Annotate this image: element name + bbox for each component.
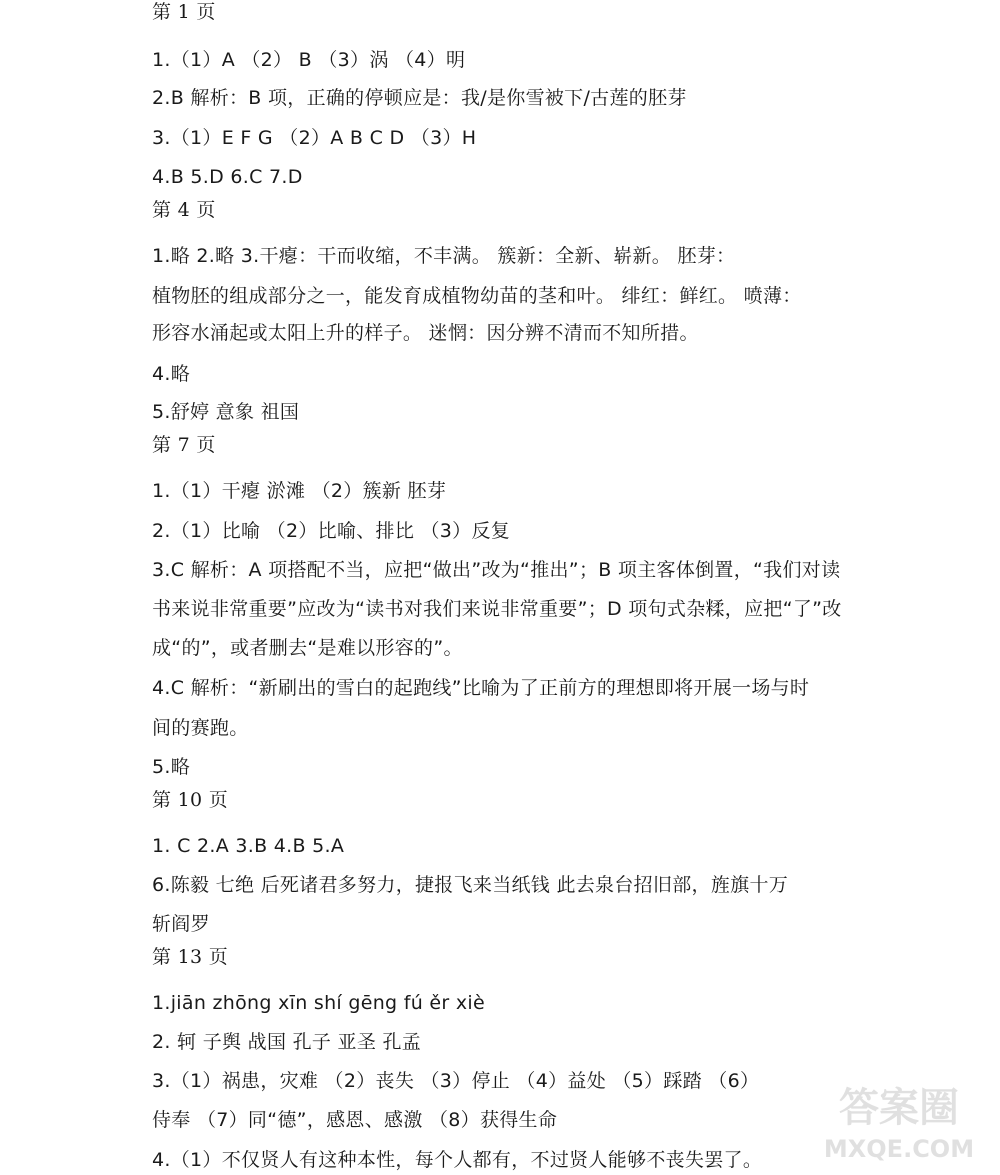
answer-line: 3.（1）祸患，灾难 （2）丧失 （3）停止 （4）益处 （5）踩踏 （6） [152, 1070, 760, 1092]
page-heading: 第 13 页 [152, 946, 229, 968]
page-heading: 第 4 页 [152, 199, 216, 221]
answer-line: 1.略 2.略 3.干瘪：干而收缩，不丰满。 簇新：全新、崭新。 胚芽： [152, 245, 736, 267]
page-heading: 第 1 页 [152, 1, 216, 23]
answer-line: 3.（1）E F G （2）A B C D （3）H [152, 127, 477, 149]
answer-line: 4.略 [152, 363, 191, 385]
answer-line: 1.jiān zhōng xīn shí gēng fú ěr xiè [152, 992, 485, 1014]
page-heading: 第 7 页 [152, 434, 216, 456]
answer-line: 间的赛跑。 [152, 717, 249, 739]
answer-line: 5.舒婷 意象 祖国 [152, 401, 300, 423]
page-heading: 第 10 页 [152, 789, 229, 811]
answer-line: 2.（1）比喻 （2）比喻、排比 （3）反复 [152, 520, 511, 542]
answer-line: 植物胚的组成部分之一，能发育成植物幼苗的茎和叶。 绯红：鲜红。 喷薄： [152, 285, 802, 307]
answer-line: 2. 轲 子舆 战国 孔子 亚圣 孔孟 [152, 1031, 422, 1053]
answer-line: 形容水涌起或太阳上升的样子。 迷惘：因分辨不清而不知所措。 [152, 322, 699, 344]
watermark-url: MXQE.COM [823, 1135, 975, 1163]
answer-line: 4.B 5.D 6.C 7.D [152, 166, 303, 188]
answer-line: 侍奉 （7）同“德”，感恩、感激 （8）获得生命 [152, 1109, 558, 1131]
watermark-text: 答案圈 [839, 1085, 959, 1131]
answer-line: 斩阎罗 [152, 913, 210, 935]
answer-line: 5.略 [152, 756, 191, 778]
answer-line: 书来说非常重要”应改为“读书对我们来说非常重要”；D 项句式杂糅，应把“了”改 [152, 598, 842, 620]
answer-line: 1.（1）A （2） B （3）涡 （4）明 [152, 49, 466, 71]
answer-line: 2.B 解析：B 项，正确的停顿应是：我/是你雪被下/古莲的胚芽 [152, 87, 687, 109]
answer-line: 1. C 2.A 3.B 4.B 5.A [152, 835, 345, 857]
answer-line: 6.陈毅 七绝 后死诸君多努力，捷报飞来当纸钱 此去泉台招旧部，旌旗十万 [152, 874, 789, 896]
answer-line: 3.C 解析：A 项搭配不当，应把“做出”改为“推出”；B 项主客体倒置，“我们对读 [152, 559, 841, 581]
answer-line: 4.C 解析：“新刷出的雪白的起跑线”比喻为了正前方的理想即将开展一场与时 [152, 677, 810, 699]
answer-line: 4.（1）不仅贤人有这种本性，每个人都有，不过贤人能够不丧失罢了。 [152, 1149, 763, 1171]
answer-line: 成“的”，或者删去“是难以形容的”。 [152, 637, 463, 659]
answer-line: 1.（1）干瘪 淤滩 （2）簇新 胚芽 [152, 480, 447, 502]
